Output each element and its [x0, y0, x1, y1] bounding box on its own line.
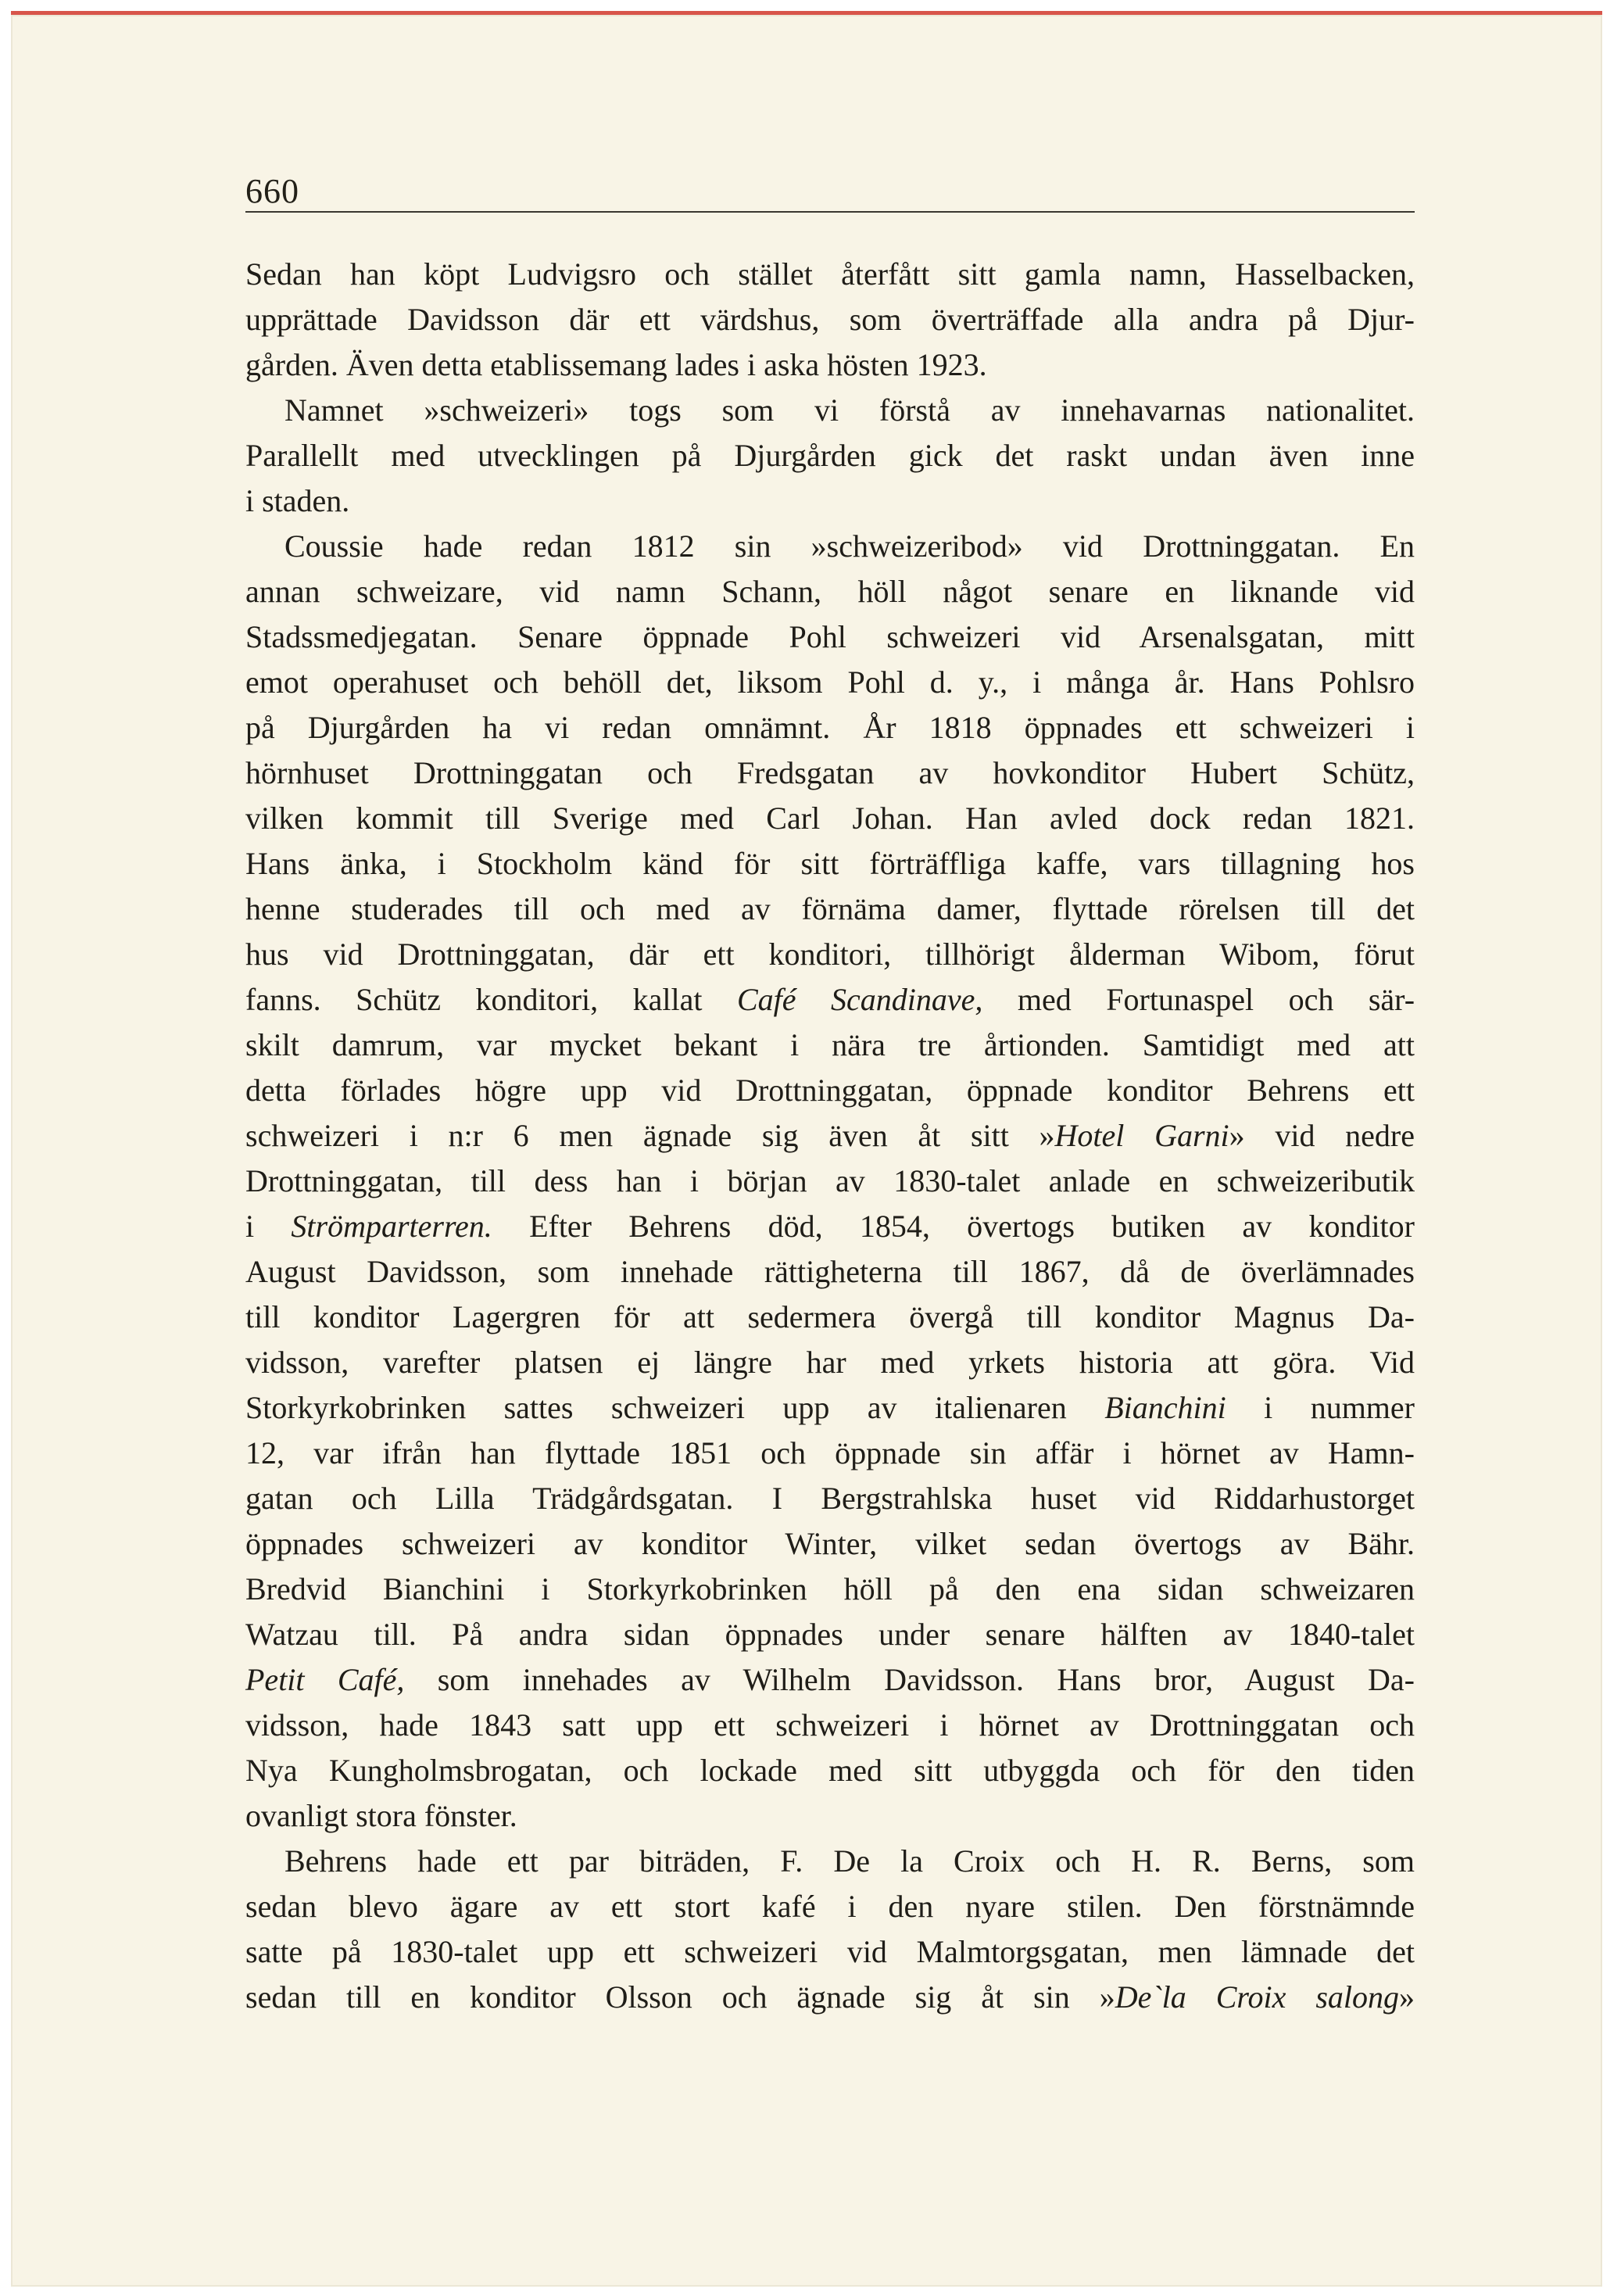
text-line	[245, 478, 1415, 524]
text-line	[245, 433, 1415, 478]
text-segment: öppnades schweizeri av konditor Winter, vilket sedan övertogs av Bähr.	[245, 1526, 1415, 1561]
italic-text: Petit Café,	[245, 1662, 405, 1697]
text-segment: i	[245, 1209, 292, 1244]
text-segment: Parallellt med utvecklingen på Djurgården gick det raskt undan även inne	[245, 438, 1415, 473]
text-segment: hus vid Drottninggatan, där ett konditori, tillhörigt ålderman Wibom, förut	[245, 937, 1415, 972]
text-segment: satte på 1830-talet upp ett schweizeri vid Malmtorgsgatan, men lämnade det	[245, 1934, 1415, 1969]
text-line	[245, 1340, 1415, 1385]
text-segment: Sedan han köpt Ludvigsro och stället återfått sitt gamla namn, Hasselbacken,	[245, 256, 1415, 292]
text-segment: Hans änka, i Stockholm känd för sitt förträffliga kaffe, vars tillagning hos	[245, 846, 1415, 881]
text-segment: 12, var ifrån han flyttade 1851 och öppnade sin affär i hörnet av Hamn-	[245, 1435, 1415, 1470]
text-line	[245, 1793, 1415, 1839]
text-segment: Bredvid Bianchini i Storkyrkobrinken höll på den ena sidan schweizaren	[245, 1571, 1415, 1606]
text-segment: upprättade Davidsson där ett värdshus, som överträffade alla andra på Djur-	[245, 302, 1415, 337]
text-line	[245, 1204, 1415, 1249]
text-line	[245, 932, 1415, 977]
text-line	[245, 524, 1415, 569]
text-segment: annan schweizare, vid namn Schann, höll något senare en liknande vid	[245, 574, 1415, 609]
text-line	[245, 1476, 1415, 1521]
text-line	[245, 1159, 1415, 1204]
text-segment: August Davidsson, som innehade rättigheterna till 1867, då de överlämnades	[245, 1254, 1415, 1289]
text-segment: Stadssmedjegatan. Senare öppnade Pohl schweizeri vid Arsenalsgatan, mitt	[245, 619, 1415, 654]
text-line	[245, 614, 1415, 660]
text-line	[245, 1612, 1415, 1657]
text-segment: Namnet »schweizeri» togs som vi förstå av innehavarnas nationalitet.	[284, 392, 1415, 428]
text-line	[245, 1431, 1415, 1476]
text-line	[245, 1567, 1415, 1612]
text-line	[245, 1748, 1415, 1793]
text-segment: som innehades av Wilhelm Davidsson. Hans bror, August Da-	[404, 1662, 1415, 1697]
text-line	[245, 750, 1415, 796]
text-segment: vidsson, hade 1843 satt upp ett schweizeri i hörnet av Drottninggatan och	[245, 1707, 1415, 1743]
text-line	[245, 342, 1415, 388]
text-line	[245, 569, 1415, 614]
text-line	[245, 977, 1415, 1023]
text-line	[245, 1657, 1415, 1703]
text-line	[245, 1929, 1415, 1975]
text-line	[245, 297, 1415, 342]
text-segment: till konditor Lagergren för att sedermera övergå till konditor Magnus Da-	[245, 1299, 1415, 1334]
text-segment: i nummer	[1226, 1390, 1415, 1425]
text-segment: ovanligt stora fönster.	[245, 1798, 517, 1833]
text-segment: Behrens hade ett par biträden, F. De la Croix och H. R. Berns, som	[284, 1843, 1415, 1879]
text-line	[245, 1068, 1415, 1113]
text-segment: Coussie hade redan 1812 sin »schweizeribod» vid Drottninggatan. En	[284, 528, 1415, 564]
text-segment: sedan till en konditor Olsson och ägnade sig åt sin »	[245, 1979, 1115, 2015]
text-segment: Drottninggatan, till dess han i början av 1830-talet anlade en schweizeributik	[245, 1163, 1415, 1198]
text-segment: vilken kommit till Sverige med Carl Johan. Han avled dock redan 1821.	[245, 801, 1415, 836]
text-segment: med Fortunaspel och sär-	[982, 982, 1415, 1017]
text-segment: emot operahuset och behöll det, liksom Pohl d. y., i många år. Hans Pohlsro	[245, 664, 1415, 700]
text-segment: i staden.	[245, 483, 350, 518]
italic-text: Strömparterren.	[291, 1209, 492, 1244]
text-line	[245, 1521, 1415, 1567]
italic-text: Hotel Garni	[1054, 1118, 1229, 1153]
text-segment: schweizeri i n:r 6 men ägnade sig även åt sitt »	[245, 1118, 1055, 1153]
text-line	[245, 1975, 1415, 2020]
text-segment: på Djurgården ha vi redan omnämnt. År 1818 öppnades ett schweizeri i	[245, 710, 1415, 745]
page-number: 660	[245, 172, 299, 210]
text-line	[245, 1385, 1415, 1431]
text-line	[245, 1839, 1415, 1884]
text-line	[245, 252, 1415, 297]
text-line	[245, 388, 1415, 433]
text-segment: detta förlades högre upp vid Drottninggatan, öppnade konditor Behrens ett	[245, 1073, 1415, 1108]
italic-text: Bianchini	[1104, 1390, 1226, 1425]
text-line	[245, 705, 1415, 750]
text-segment: sedan blevo ägare av ett stort kafé i den nyare stilen. Den förstnämnde	[245, 1889, 1415, 1924]
text-segment: gatan och Lilla Trädgårdsgatan. I Bergstrahlska huset vid Riddarhustorget	[245, 1481, 1415, 1516]
text-line	[245, 841, 1415, 887]
text-segment: vidsson, varefter platsen ej längre har med yrkets historia att göra. Vid	[245, 1345, 1415, 1380]
text-line	[245, 1023, 1415, 1068]
text-segment: Efter Behrens död, 1854, övertogs butiken av konditor	[492, 1209, 1415, 1244]
text-segment: Watzau till. På andra sidan öppnades under senare hälften av 1840-talet	[245, 1617, 1415, 1652]
text-line	[245, 660, 1415, 705]
text-segment: fanns. Schütz konditori, kallat	[245, 982, 737, 1017]
text-line	[245, 887, 1415, 932]
text-line	[245, 1703, 1415, 1748]
text-segment: Nya Kungholmsbrogatan, och lockade med sitt utbyggda och för den tiden	[245, 1753, 1415, 1788]
text-segment: henne studerades till och med av förnäma damer, flyttade rörelsen till det	[245, 891, 1415, 926]
text-line	[245, 1295, 1415, 1340]
text-line	[245, 796, 1415, 841]
text-segment: » vid nedre	[1229, 1118, 1415, 1153]
text-line	[245, 1113, 1415, 1159]
italic-text: Café Scandinave,	[736, 982, 983, 1017]
text-segment: skilt damrum, var mycket bekant i nära tre årtionden. Samtidigt med att	[245, 1027, 1415, 1062]
text-segment: hörnhuset Drottninggatan och Fredsgatan av hovkonditor Hubert Schütz,	[245, 755, 1415, 790]
text-segment: Storkyrkobrinken sattes schweizeri upp av italienaren	[245, 1390, 1105, 1425]
body-text	[245, 252, 1415, 2020]
text-line	[245, 1249, 1415, 1295]
italic-text: De`la Croix salong	[1115, 1979, 1400, 2015]
book-page	[11, 11, 1602, 2287]
text-segment: »	[1399, 1979, 1415, 2015]
text-line	[245, 1884, 1415, 1929]
header-rule	[245, 211, 1415, 213]
text-segment: gården. Även detta etablissemang lades i aska hösten 1923.	[245, 347, 987, 382]
